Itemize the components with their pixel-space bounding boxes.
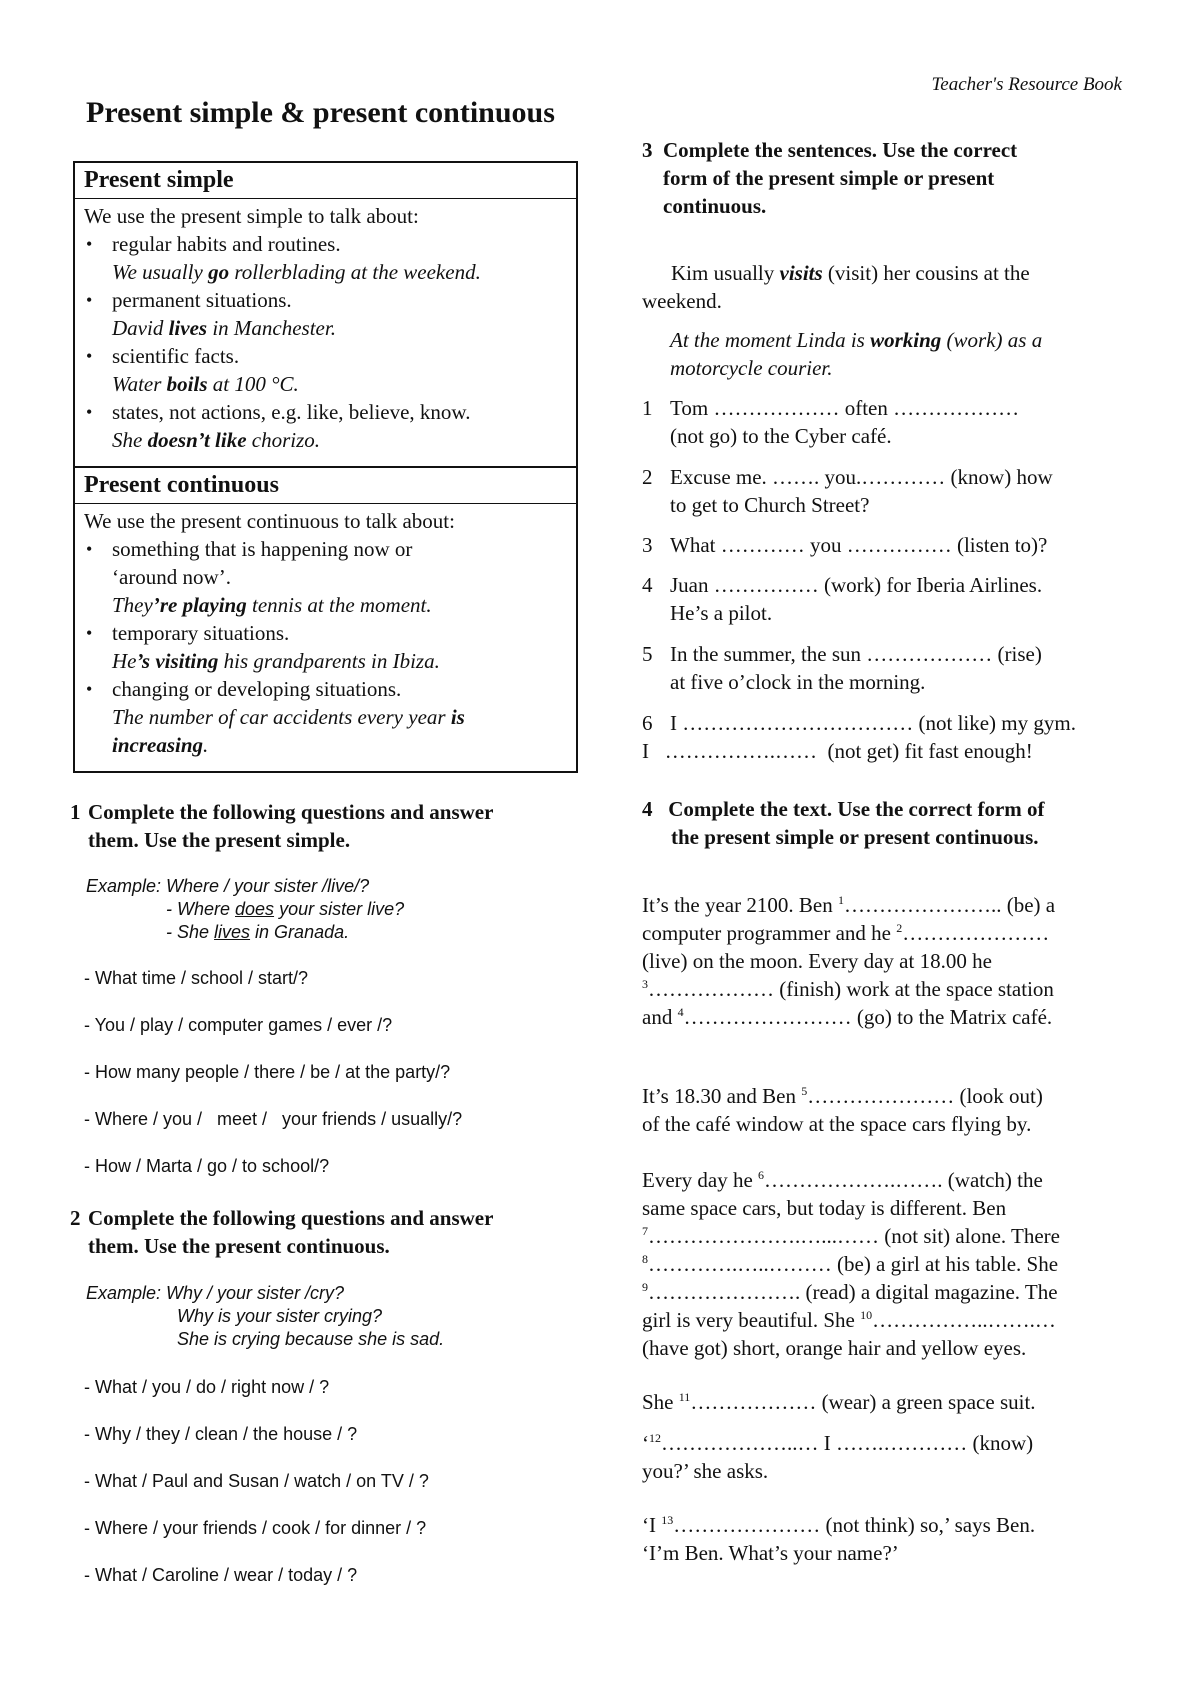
text-paragraph xyxy=(642,1166,1142,1362)
prompt: - Where / you / meet / your friends / usually/? xyxy=(84,1109,463,1129)
rule-example: David lives in Manchester. xyxy=(112,316,336,340)
exercise-heading-line: Complete the following questions and answer xyxy=(88,800,494,824)
prompt: - Where / your friends / cook / for dinner / ? xyxy=(84,1518,427,1538)
prompt: - What time / school / start/? xyxy=(84,968,309,988)
rule-item xyxy=(84,535,566,619)
exercise3-example2: At the moment Linda is working (work) as a motorcycle courier. xyxy=(670,328,1043,380)
sentence-line: I …………………………… (not like) my gym. xyxy=(670,711,1076,735)
rule-example: They’re playing tennis at the moment. xyxy=(112,593,432,617)
present-continuous-body xyxy=(75,504,576,759)
prompt: - How / Marta / go / to school/? xyxy=(84,1156,330,1176)
sentence-line: to get to Church Street? xyxy=(670,493,870,517)
exercise-heading-line: form of the present simple or present xyxy=(663,166,995,190)
exercise3-example1: Kim usually visits (visit) her cousins at the weekend. xyxy=(642,261,1030,313)
rule-item xyxy=(84,675,566,759)
exercise2-example xyxy=(86,1282,444,1351)
sentence-line: (not go) to the Cyber café. xyxy=(670,424,892,448)
sentence-item xyxy=(642,640,1124,696)
text-line: $^8$………….…..……… (be) a girl at his table. She xyxy=(642,1252,1059,1276)
prompt: - You / play / computer games / ever /? xyxy=(84,1015,393,1035)
exercise2-heading xyxy=(70,1204,590,1260)
text-line: $^3$……………… (finish) work at the space station xyxy=(642,977,1054,1001)
sentence-item xyxy=(642,571,1124,627)
exercise-heading-line: them. Use the present simple. xyxy=(88,828,351,852)
text-line: of the café window at the space cars flying by. xyxy=(642,1112,1032,1136)
sentence-number: 4 xyxy=(642,573,653,597)
text-paragraph xyxy=(642,1388,1142,1416)
example-label: Example: Why / your sister /cry? xyxy=(86,1283,345,1303)
sentence-line: I …………….…… (not get) fit fast enough! xyxy=(642,739,1033,763)
sentence-number: 1 xyxy=(642,396,653,420)
rule-example: She doesn’t like chorizo. xyxy=(112,428,321,452)
text-line: ‘$^{12}$………………..… I …….………… (know) xyxy=(642,1431,1034,1455)
example-question: Why is your sister crying? xyxy=(177,1306,383,1326)
exercise-heading-line: Complete the following questions and answer xyxy=(88,1206,494,1230)
text-paragraph xyxy=(642,1082,1142,1138)
rule-text: • states, not actions, e.g. like, believe, know. xyxy=(112,400,471,424)
text-paragraph xyxy=(642,1511,1142,1567)
text-line: same space cars, but today is different. Ben xyxy=(642,1196,1007,1220)
rule-item xyxy=(84,619,566,675)
rule-example: He’s visiting his grandparents in Ibiza. xyxy=(112,649,440,673)
text-line: and $^4$…………………… (go) to the Matrix café. xyxy=(642,1005,1053,1029)
present-continuous-heading: Present continuous xyxy=(75,466,576,504)
sentence-line: What ………… you …………… (listen to)? xyxy=(670,533,1048,557)
rule-example: We usually go rollerblading at the weekend. xyxy=(112,260,481,284)
sentence-number: 6 xyxy=(642,711,653,735)
sentence-line: Excuse me. ……. you.………… (know) how xyxy=(670,465,1053,489)
exercise-number: 3 xyxy=(642,138,653,162)
example-answer: She is crying because she is sad. xyxy=(177,1329,445,1349)
sentence-line: In the summer, the sun ……………… (rise) xyxy=(670,642,1042,666)
prompt: - What / Caroline / wear / today / ? xyxy=(84,1565,358,1585)
present-continuous-intro: We use the present continuous to talk about: xyxy=(84,509,455,533)
rule-item xyxy=(84,286,566,342)
prompt: - How many people / there / be / at the party/? xyxy=(84,1062,451,1082)
exercise-heading-line: continuous. xyxy=(663,194,767,218)
rule-item xyxy=(84,342,566,398)
prompt: - What / you / do / right now / ? xyxy=(84,1377,330,1397)
rule-text: • scientific facts. xyxy=(112,344,240,368)
text-line: It’s the year 2100. Ben $^1$………………….. (be) a xyxy=(642,893,1056,917)
sentence-number: 2 xyxy=(642,465,653,489)
text-paragraph xyxy=(642,891,1142,1031)
sentence-item xyxy=(642,394,1124,450)
sentence-item xyxy=(642,531,1124,559)
exercise-heading-line: Complete the sentences. Use the correct xyxy=(663,138,1018,162)
rule-text: • temporary situations. xyxy=(112,621,290,645)
text-paragraph xyxy=(642,1429,1142,1485)
sentence-item xyxy=(642,709,1124,737)
sentence-number: 3 xyxy=(642,533,653,557)
present-simple-body xyxy=(75,199,576,466)
example-answer: - She lives in Granada. xyxy=(166,922,350,942)
text-line: She $^{11}$……………… (wear) a green space suit. xyxy=(642,1390,1036,1414)
sentence-number: 5 xyxy=(642,642,653,666)
exercise1-heading xyxy=(70,798,590,854)
rule-item xyxy=(84,230,566,286)
text-line: (have got) short, orange hair and yellow eyes. xyxy=(642,1336,1027,1360)
prompt: - Why / they / clean / the house / ? xyxy=(84,1424,358,1444)
rule-text: • permanent situations. xyxy=(112,288,292,312)
example-label: Example: Where / your sister /live/? xyxy=(86,876,370,896)
present-simple-intro: We use the present simple to talk about: xyxy=(84,204,419,228)
text-line: ‘I’m Ben. What’s your name?’ xyxy=(642,1541,899,1565)
text-line: It’s 18.30 and Ben $^5$………………… (look out) xyxy=(642,1084,1043,1108)
text-line: computer programmer and he $^2$………………… xyxy=(642,921,1050,945)
sentence-line: at five o’clock in the morning. xyxy=(670,670,926,694)
exercise-heading-line: the present simple or present continuous. xyxy=(671,825,1039,849)
text-line: ‘I $^{13}$………………… (not think) so,’ says Ben. xyxy=(642,1513,1036,1537)
exercise-number: 1 xyxy=(70,800,81,824)
text-line: $^7$………………….…...…… (not sit) alone. There xyxy=(642,1224,1060,1248)
text-line: you?’ she asks. xyxy=(642,1459,769,1483)
exercise-heading-line: Complete the text. Use the correct form of xyxy=(668,797,1045,821)
exercise1-example xyxy=(86,875,404,944)
text-line: Every day he $^6$……………….……. (watch) the xyxy=(642,1168,1043,1192)
rule-example: Water boils at 100 °C. xyxy=(112,372,299,396)
resource-book-label: Teacher's Resource Book xyxy=(931,74,1122,95)
rule-example: The number of car accidents every year is increasing. xyxy=(112,705,465,757)
exercise-number: 4 xyxy=(642,797,653,821)
sentence-item xyxy=(642,463,1124,519)
text-line: girl is very beautiful. She $^{10}$……………..…….… xyxy=(642,1308,1056,1332)
page-title: Present simple & present continuous xyxy=(86,96,555,129)
rule-text: • regular habits and routines. xyxy=(112,232,341,256)
exercise-heading-line: them. Use the present continuous. xyxy=(88,1234,390,1258)
prompt: - What / Paul and Susan / watch / on TV / ? xyxy=(84,1471,429,1491)
sentence-line: Tom ……………… often ……………… xyxy=(670,396,1020,420)
exercise-number: 2 xyxy=(70,1206,81,1230)
present-simple-heading: Present simple xyxy=(75,163,576,199)
rule-text: • changing or developing situations. xyxy=(112,677,402,701)
sentence-line: He’s a pilot. xyxy=(670,601,773,625)
exercise3-heading xyxy=(642,136,1124,220)
grammar-box xyxy=(73,161,578,773)
text-line: $^9$…………………. (read) a digital magazine. The xyxy=(642,1280,1058,1304)
text-line: (live) on the moon. Every day at 18.00 he xyxy=(642,949,992,973)
rule-text: • something that is happening now or ‘around now’. xyxy=(112,537,413,589)
example-question: - Where does your sister live? xyxy=(166,899,405,919)
exercise4-heading xyxy=(642,795,1132,851)
sentence-line: Juan …………… (work) for Iberia Airlines. xyxy=(670,573,1043,597)
rule-item xyxy=(84,398,566,454)
